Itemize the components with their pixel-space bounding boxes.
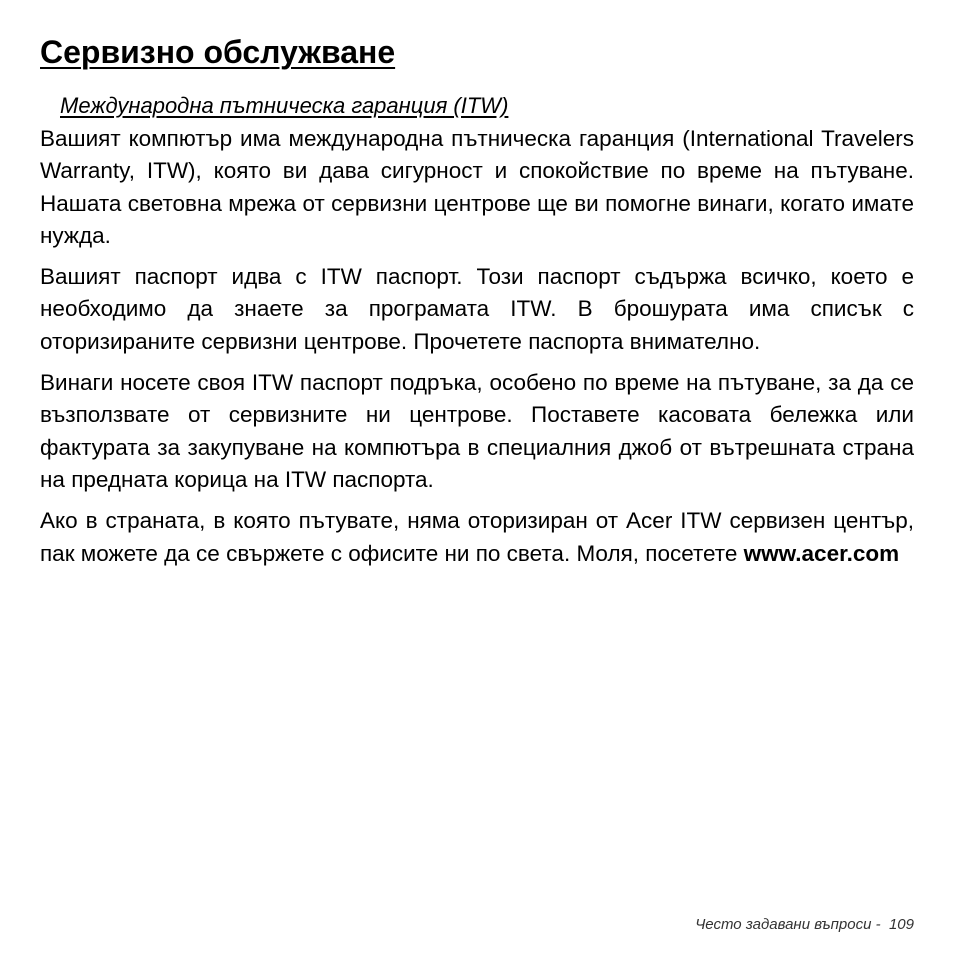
paragraph-contact-text: Ако в страната, в която пътувате, няма оторизиран от Acer ITW сервизен център, пак можете да се свържете с офисите ни по света. Моля, посетете xyxy=(40,508,914,566)
paragraph-intro: Вашият компютър има международна пътническа гаранция (International Travelers Warranty, ITW), която ви дава сигурност и спокойствие по време на пътуване. Нашата световна мрежа от сервизни центрове ще ви помогне винаги, когато имате нужда. xyxy=(40,126,914,248)
paragraph-passport: Вашият паспорт идва с ITW паспорт. Този паспорт съдържа всичко, което е необходимо да знаете за програмата ITW. В брошурата има списък с оторизираните сервизни центрове. Прочетете паспорта внимателно. xyxy=(40,264,914,354)
paragraph-carry-passport: Винаги носете своя ITW паспорт подръка, особено по време на пътуване, за да се възползвате от сервизните ни центрове. Поставете касовата бележка или фактурата за закупуване на компютъра в специалния джоб от вътрешната страна на предната корица на ITW паспорта. xyxy=(40,370,914,492)
footer-section-label: Често задавани въпроси - xyxy=(695,916,881,933)
section-title: Международна пътническа гаранция (ITW) xyxy=(60,93,509,118)
page-number: 109 xyxy=(888,916,914,933)
page-title: Сервизно обслужване xyxy=(40,34,396,70)
paragraph-contact xyxy=(40,505,914,570)
document-page xyxy=(40,30,914,570)
website-link[interactable]: www.acer.com xyxy=(743,540,900,566)
page-footer xyxy=(695,915,914,935)
